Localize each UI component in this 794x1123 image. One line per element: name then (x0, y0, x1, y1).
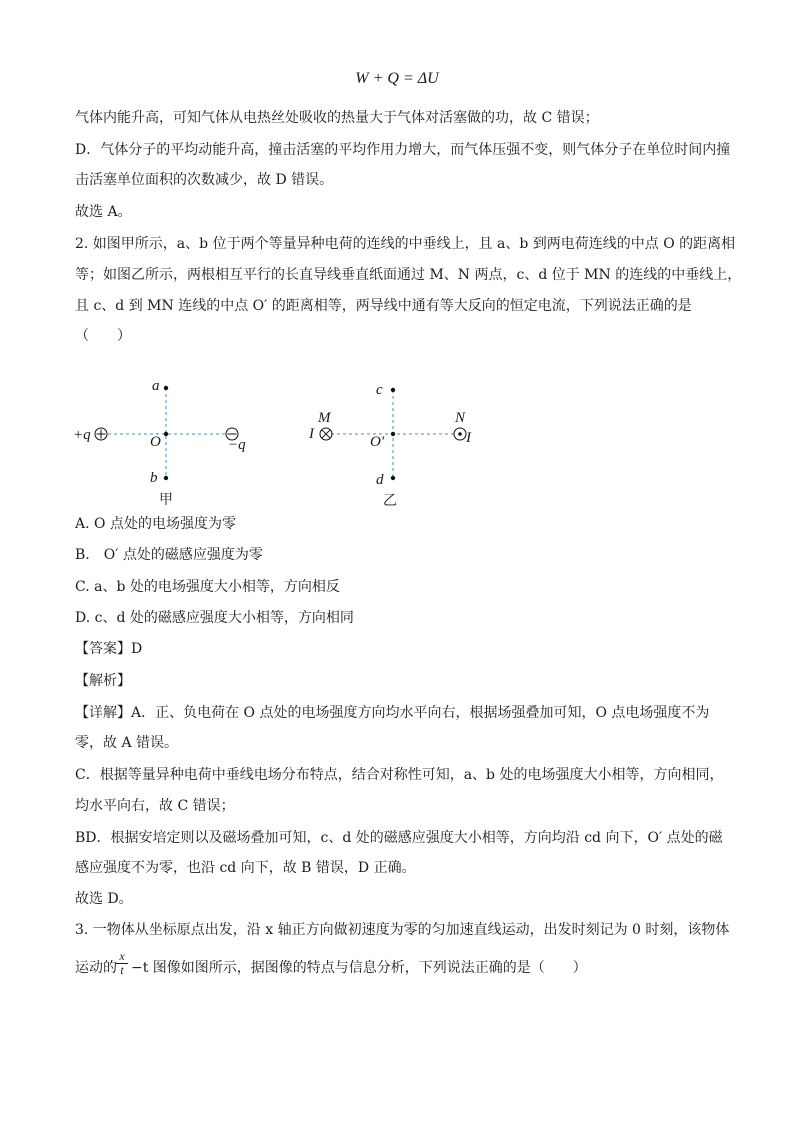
fraction-denominator: t (116, 963, 128, 977)
analysis-line: C．根据等量异种电荷中垂线电场分布特点，结合对称性可知，a、b 处的电场强度大小相等，方向相同， (75, 767, 724, 783)
fraction-numerator: x (119, 949, 125, 963)
option-b: B. O′ 点处的磁感应强度为零 (75, 547, 263, 563)
fraction-x-over-t (116, 950, 128, 977)
label-minus-q: −q (228, 437, 246, 453)
analysis-line: 【详解】A．正、负电荷在 O 点处的电场强度方向均水平向右，根据场强叠加可知，O 点电场强度不为 (75, 705, 710, 721)
label-o-prime: O′ (370, 434, 385, 450)
current-into-page-icon (320, 428, 332, 440)
point-o (164, 432, 168, 436)
label-a: a (152, 378, 160, 394)
label-c: c (376, 382, 383, 398)
paragraph: D．气体分子的平均动能升高，撞击活塞的平均作用力增大，而气体压强不变，则气体分子在单位时间内撞 (75, 142, 731, 158)
figure-diagrams (0, 370, 794, 510)
label-i-left: I (309, 426, 314, 442)
point-d (391, 476, 395, 480)
caption-jia: 甲 (159, 492, 173, 508)
positive-charge-icon (95, 428, 107, 440)
analysis-line: 感应强度不为零，也沿 cd 向下，故 B 错误，D 正确。 (75, 860, 416, 876)
label-n: N (455, 410, 466, 426)
caption-yi: 乙 (383, 493, 397, 509)
label-b: b (150, 470, 158, 486)
paragraph: 击活塞单位面积的次数减少，故 D 错误。 (75, 172, 334, 188)
analysis-line: BD．根据安培定则以及磁场叠加可知，c、d 处的磁感应强度大小相等，方向均沿 cd 向下，O′ 点处的磁 (75, 830, 723, 846)
question-2-blank: （ ） (75, 328, 131, 344)
point-c (391, 388, 395, 392)
figure-jia (95, 386, 238, 480)
analysis-line: 零，故 A 错误。 (75, 735, 179, 751)
question-3-stem: 3. 一物体从坐标原点出发，沿 x 轴正方向做初速度为零的匀加速直线运动，出发时刻记为 0 时刻，该物体 (75, 922, 730, 938)
question-3-suffix: −t 图像如图所示，据图像的特点与信息分析，下列说法正确的是（ ） (131, 960, 587, 976)
figure-yi (320, 388, 466, 480)
label-plus-q: +q (73, 427, 91, 443)
analysis-line: 均水平向右，故 C 错误； (75, 798, 235, 814)
label-d: d (376, 472, 384, 488)
label-o: O (150, 434, 161, 450)
answer: 【答案】D (75, 641, 143, 657)
question-2-stem: 2. 如图甲所示，a、b 位于两个等量异种电荷的连线的中垂线上，且 a、b 到两电荷连线的中点 O 的距离相 (75, 236, 736, 252)
question-2-stem: 等；如图乙所示，两根相互平行的长直导线垂直纸面通过 M、N 两点，c、d 位于 MN 的连线的中垂线上， (75, 267, 742, 283)
label-i-right: I (466, 430, 471, 446)
label-m: M (318, 410, 331, 426)
paragraph: 气体内能升高，可知气体从电热丝处吸收的热量大于气体对活塞做的功，故 C 错误； (75, 110, 599, 126)
point-a (164, 386, 168, 390)
analysis-title: 【解析】 (75, 673, 131, 689)
question-3-prefix: 运动的 (75, 960, 117, 976)
question-2-stem: 且 c、d 到 MN 连线的中点 O′ 的距离相等，两导线中通有等大反向的恒定电流，下列说法正确的是 (75, 298, 692, 314)
energy-formula: W + Q = ΔU (355, 70, 439, 87)
point-o-prime (391, 432, 395, 436)
point-b (164, 476, 168, 480)
current-out-of-page-icon (454, 428, 466, 440)
analysis-line: 故选 D。 (75, 891, 133, 907)
option-d: D. c、d 处的磁感应强度大小相等，方向相同 (75, 610, 354, 626)
option-c: C. a、b 处的电场强度大小相等，方向相反 (75, 579, 340, 595)
option-a: A. O 点处的电场强度为零 (75, 516, 236, 532)
paragraph: 故选 A。 (75, 204, 132, 220)
